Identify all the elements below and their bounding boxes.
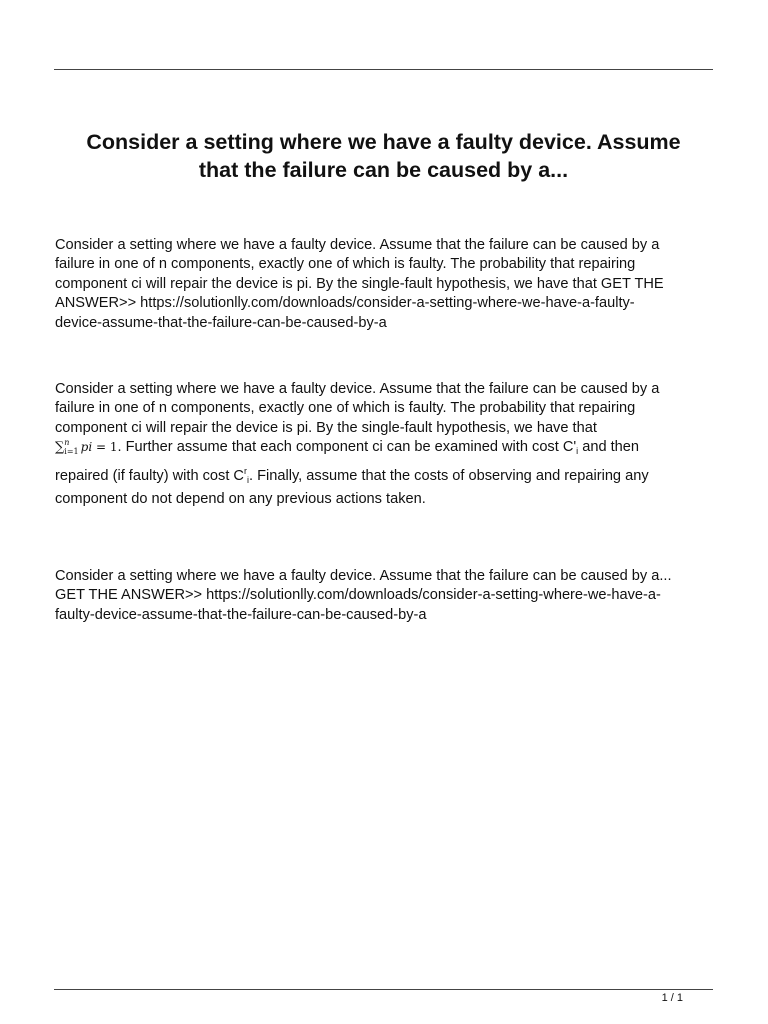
- top-rule: [54, 69, 713, 70]
- bottom-rule: [54, 989, 713, 990]
- paragraph-2: [55, 380, 715, 509]
- paragraph-2-line: Consider a setting where we have a faulty device. Assume that the failure can be caused by a: [55, 381, 660, 397]
- paragraph-2-text: and then: [578, 439, 640, 456]
- paragraph-2-line: component do not depend on any previous actions taken.: [55, 491, 426, 508]
- paragraph-1-line: ANSWER>> https://solutionlly.com/downloads/consider-a-setting-where-we-have-a-faulty-: [55, 295, 635, 312]
- title-line-1: Consider a setting where we have a faulty device. Assume: [86, 130, 681, 154]
- sum-equation: [55, 438, 118, 457]
- sum-equals: = 1: [92, 440, 118, 455]
- sum-upper-limit: n: [64, 438, 70, 448]
- sigma-symbol: ∑: [55, 440, 65, 456]
- sum-lower-limit: i=1: [64, 447, 79, 457]
- paragraph-2-line: failure in one of n components, exactly one of which is faulty. The probability that repairing: [55, 400, 636, 417]
- title-line-2: that the failure can be caused by a...: [198, 158, 569, 182]
- paragraph-2-text: . Further assume that each component ci can be examined with cost C': [117, 439, 577, 456]
- paragraph-2-text: . Finally, assume that the costs of observing and repairing any: [248, 467, 649, 484]
- paragraph-1-line: device-assume-that-the-failure-can-be-caused-by-a: [55, 314, 387, 331]
- sum-term: pi: [80, 440, 93, 455]
- paragraph-3: [55, 567, 715, 625]
- paragraph-1-line: component ci will repair the device is pi. By the single-fault hypothesis, we have that GET THE: [55, 275, 664, 292]
- paragraph-3-line: GET THE ANSWER>> https://solutionlly.com/downloads/consider-a-setting-where-we-have-a-: [55, 587, 661, 604]
- superscript: r: [243, 465, 247, 476]
- paragraph-1-line: failure in one of n components, exactly one of which is faulty. The probability that repairing: [55, 256, 636, 273]
- paragraph-2-line: component ci will repair the device is pi. By the single-fault hypothesis, we have that: [55, 419, 597, 436]
- paragraph-2-line: [55, 438, 715, 461]
- subscript: i: [246, 474, 249, 485]
- paragraph-3-line: faulty-device-assume-that-the-failure-can-be-caused-by-a: [55, 606, 427, 623]
- page-number: 1 / 1: [661, 992, 683, 1004]
- sum-limits: [64, 438, 79, 457]
- paragraph-1: [55, 236, 715, 333]
- paragraph-2-line: [55, 462, 715, 490]
- paragraph-3-line: Consider a setting where we have a faulty device. Assume that the failure can be caused by a...: [55, 568, 672, 584]
- subscript: i: [576, 446, 579, 457]
- paragraph-1-line: Consider a setting where we have a faulty device. Assume that the failure can be caused by a: [55, 237, 660, 253]
- document-title: [54, 128, 713, 184]
- paragraph-2-text: repaired (if faulty) with cost C: [55, 467, 244, 484]
